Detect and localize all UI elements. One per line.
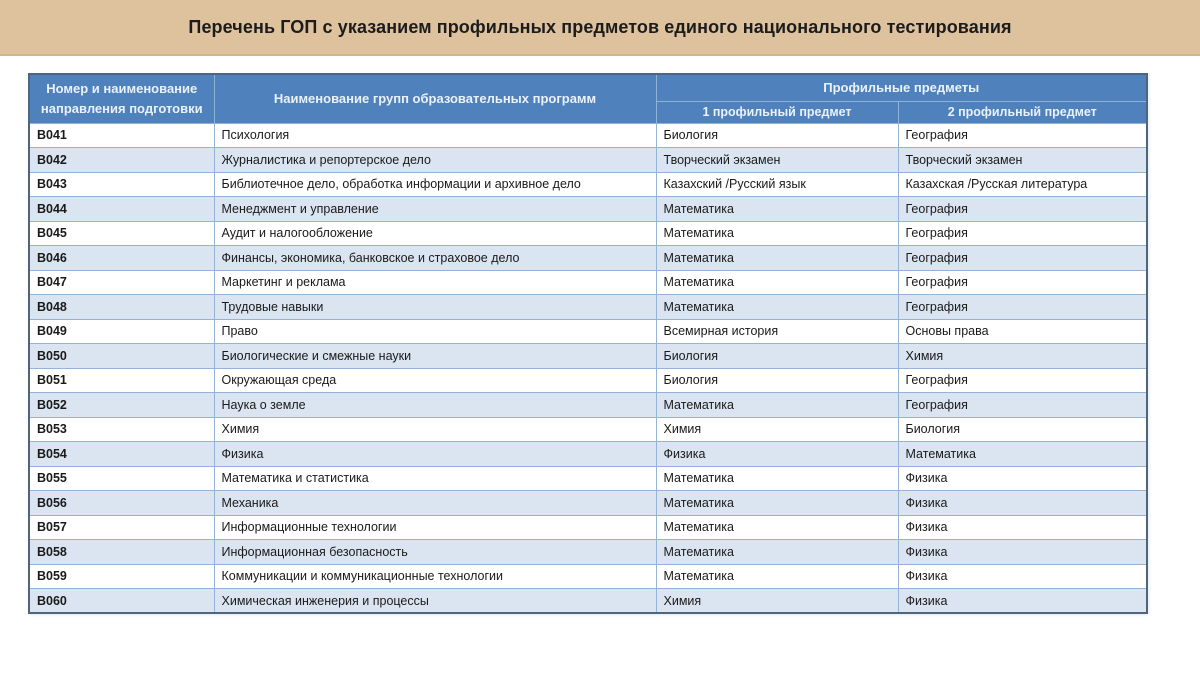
program-code-cell: B048 xyxy=(29,295,214,320)
program-group-cell: Физика xyxy=(214,442,656,467)
subject-1-cell: Математика xyxy=(656,515,898,540)
program-group-cell: Информационные технологии xyxy=(214,515,656,540)
header-profile-subject-1: 1 профильный предмет xyxy=(656,101,898,123)
program-code-cell: B054 xyxy=(29,442,214,467)
subject-2-cell: География xyxy=(898,123,1147,148)
subject-2-cell: Физика xyxy=(898,564,1147,589)
program-code-cell: B046 xyxy=(29,246,214,271)
program-code-cell: B053 xyxy=(29,417,214,442)
subject-2-cell: Физика xyxy=(898,515,1147,540)
subject-1-cell: Математика xyxy=(656,270,898,295)
subject-2-cell: География xyxy=(898,393,1147,418)
table-row xyxy=(29,148,1147,173)
program-code-cell: B056 xyxy=(29,491,214,516)
subject-1-cell: Математика xyxy=(656,466,898,491)
program-code-cell: B052 xyxy=(29,393,214,418)
table-row xyxy=(29,564,1147,589)
program-group-cell: Механика xyxy=(214,491,656,516)
program-code-cell: B059 xyxy=(29,564,214,589)
subject-2-cell: Математика xyxy=(898,442,1147,467)
table-row xyxy=(29,393,1147,418)
subject-2-cell: Физика xyxy=(898,589,1147,614)
program-group-cell: Маркетинг и реклама xyxy=(214,270,656,295)
header-profile-subjects: Профильные предметы xyxy=(656,74,1147,101)
subject-2-cell: География xyxy=(898,368,1147,393)
table-row xyxy=(29,221,1147,246)
subject-2-cell: Творческий экзамен xyxy=(898,148,1147,173)
subject-2-cell: Физика xyxy=(898,491,1147,516)
table-row xyxy=(29,270,1147,295)
programs-table-container xyxy=(28,73,1146,612)
program-code-cell: B049 xyxy=(29,319,214,344)
subject-2-cell: Биология xyxy=(898,417,1147,442)
subject-1-cell: Всемирная история xyxy=(656,319,898,344)
subject-1-cell: Математика xyxy=(656,246,898,271)
subject-2-cell: Химия xyxy=(898,344,1147,369)
subject-2-cell: География xyxy=(898,246,1147,271)
table-row xyxy=(29,491,1147,516)
program-code-cell: B051 xyxy=(29,368,214,393)
subject-1-cell: Математика xyxy=(656,491,898,516)
header-row-1 xyxy=(29,74,1147,101)
subject-1-cell: Творческий экзамен xyxy=(656,148,898,173)
subject-1-cell: Физика xyxy=(656,442,898,467)
program-code-cell: B057 xyxy=(29,515,214,540)
subject-1-cell: Биология xyxy=(656,123,898,148)
program-group-cell: Коммуникации и коммуникационные технологии xyxy=(214,564,656,589)
program-code-cell: B055 xyxy=(29,466,214,491)
header-profile-subject-2: 2 профильный предмет xyxy=(898,101,1147,123)
page-title: Перечень ГОП с указанием профильных предметов единого национального тестирования xyxy=(188,16,1012,37)
subject-2-cell: Основы права xyxy=(898,319,1147,344)
program-group-cell: Наука о земле xyxy=(214,393,656,418)
subject-2-cell: Физика xyxy=(898,540,1147,565)
table-row xyxy=(29,295,1147,320)
subject-1-cell: Химия xyxy=(656,589,898,614)
title-banner xyxy=(0,0,1200,56)
table-row xyxy=(29,319,1147,344)
table-row xyxy=(29,123,1147,148)
subject-2-cell: География xyxy=(898,197,1147,222)
subject-1-cell: Казахский /Русский язык xyxy=(656,172,898,197)
program-group-cell: Информационная безопасность xyxy=(214,540,656,565)
table-header xyxy=(29,74,1147,123)
subject-2-cell: География xyxy=(898,295,1147,320)
subject-1-cell: Математика xyxy=(656,295,898,320)
subject-1-cell: Математика xyxy=(656,540,898,565)
program-code-cell: B060 xyxy=(29,589,214,614)
program-group-cell: Библиотечное дело, обработка информации и архивное дело xyxy=(214,172,656,197)
program-code-cell: B050 xyxy=(29,344,214,369)
table-row xyxy=(29,540,1147,565)
table-row xyxy=(29,466,1147,491)
table-row xyxy=(29,515,1147,540)
program-group-cell: Химическая инженерия и процессы xyxy=(214,589,656,614)
table-row xyxy=(29,442,1147,467)
table-row xyxy=(29,589,1147,614)
subject-1-cell: Математика xyxy=(656,393,898,418)
program-group-cell: Трудовые навыки xyxy=(214,295,656,320)
program-code-cell: B041 xyxy=(29,123,214,148)
program-group-cell: Менеджмент и управление xyxy=(214,197,656,222)
program-code-cell: B043 xyxy=(29,172,214,197)
program-group-cell: Биологические и смежные науки xyxy=(214,344,656,369)
table-row xyxy=(29,344,1147,369)
program-group-cell: Право xyxy=(214,319,656,344)
program-code-cell: B044 xyxy=(29,197,214,222)
table-row xyxy=(29,172,1147,197)
table-row xyxy=(29,197,1147,222)
program-group-cell: Окружающая среда xyxy=(214,368,656,393)
subject-2-cell: Физика xyxy=(898,466,1147,491)
program-group-cell: Аудит и налогообложение xyxy=(214,221,656,246)
program-code-cell: B045 xyxy=(29,221,214,246)
program-group-cell: Финансы, экономика, банковское и страховое дело xyxy=(214,246,656,271)
subject-1-cell: Математика xyxy=(656,197,898,222)
table-row xyxy=(29,246,1147,271)
program-group-cell: Журналистика и репортерское дело xyxy=(214,148,656,173)
subject-1-cell: Математика xyxy=(656,564,898,589)
subject-1-cell: Математика xyxy=(656,221,898,246)
subject-1-cell: Биология xyxy=(656,368,898,393)
subject-2-cell: География xyxy=(898,270,1147,295)
subject-1-cell: Химия xyxy=(656,417,898,442)
program-code-cell: B042 xyxy=(29,148,214,173)
program-group-cell: Химия xyxy=(214,417,656,442)
subject-2-cell: География xyxy=(898,221,1147,246)
header-program-groups: Наименование групп образовательных программ xyxy=(214,74,656,123)
program-code-cell: B047 xyxy=(29,270,214,295)
header-direction-number: Номер и наименование направления подготовки xyxy=(29,74,214,123)
subject-2-cell: Казахская /Русская литература xyxy=(898,172,1147,197)
table-row xyxy=(29,368,1147,393)
table-body xyxy=(29,123,1147,613)
program-code-cell: B058 xyxy=(29,540,214,565)
program-group-cell: Математика и статистика xyxy=(214,466,656,491)
table-row xyxy=(29,417,1147,442)
programs-table xyxy=(28,73,1148,614)
program-group-cell: Психология xyxy=(214,123,656,148)
subject-1-cell: Биология xyxy=(656,344,898,369)
